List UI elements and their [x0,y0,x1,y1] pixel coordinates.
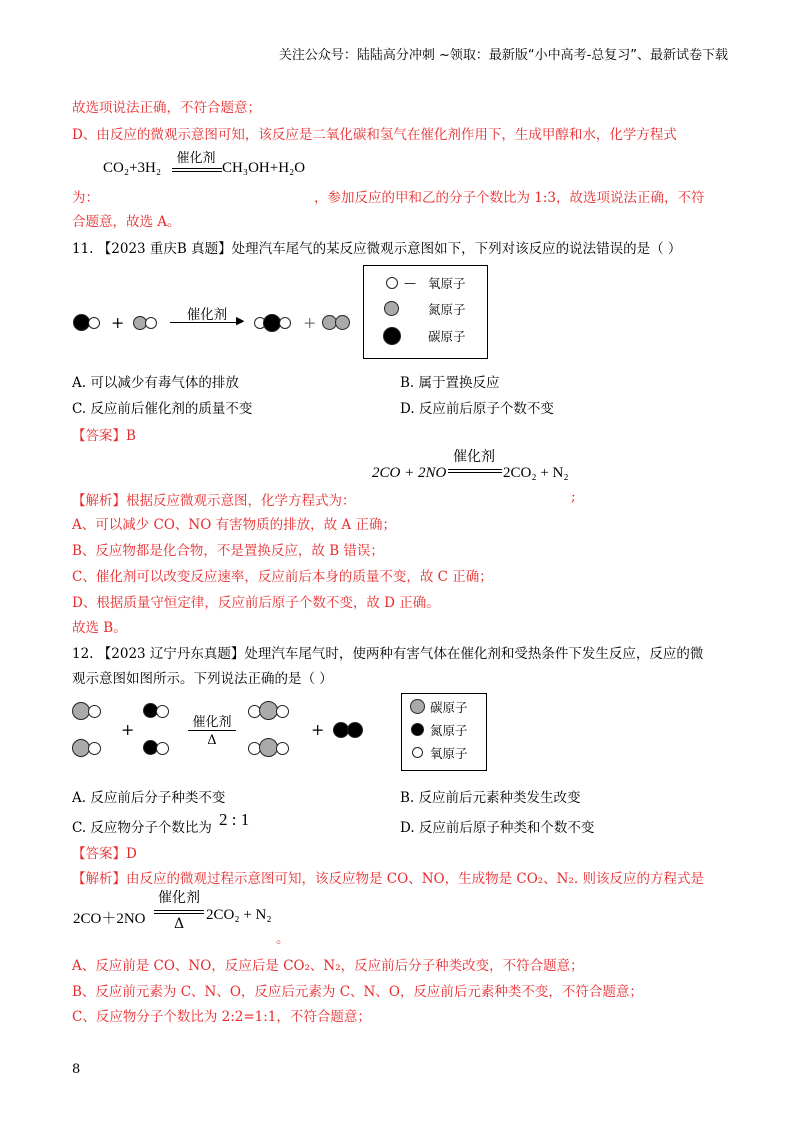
answer: 【答案】D [72,846,137,862]
legend-label: 氮原子 [428,302,466,317]
text-line: D、由反应的微观示意图可知，该反应是二氧化碳和氢气在催化剂作用下，生成甲醇和水，化学方程式 [72,127,677,143]
equation-left: CO₂+3H₂ [103,160,162,176]
text-line: 故选项说法正确，不符合题意； [72,100,261,116]
equals-sign [448,469,502,473]
option-d: D. 反应前后原子种类和个数不变 [400,820,595,836]
oxygen-atom [279,317,291,329]
analysis: 【解析】根据反应微观示意图，化学方程式为： [72,493,356,509]
option-d: D. 反应前后原子个数不变 [400,401,554,417]
analysis-line: A、反应前是 CO、NO，反应后是 CO₂、N₂，反应前后分子种类改变，不符合题意； [72,958,584,974]
equation-right: CH₃OH+H₂O [222,160,306,176]
legend-dash: — [404,276,416,290]
legend-label: 碳原子 [428,329,466,344]
oxygen-atom [88,705,101,718]
plus-sign: + [303,313,317,332]
equation-left: 2CO + 2NO [372,465,447,481]
equation-condition-bottom: Δ [173,916,185,932]
page-header: 关注公众号：陆陆高分冲刺 ~领取：最新版“小中高考-总复习”、最新试卷下载 [278,48,728,63]
arrow-label: 催化剂 [186,307,228,323]
carbon-legend-icon [410,699,425,714]
equation-right: 2CO₂ + N₂ [206,907,272,923]
equation-condition-top: 催化剂 [158,890,200,906]
nitrogen-atom [335,315,350,330]
oxygen-legend-icon [386,277,398,289]
legend-label: 氧原子 [428,276,466,291]
answer: 【答案】B [72,428,136,444]
legend-label: 氧原子 [430,746,468,761]
plus-sign: + [311,720,325,739]
condition-line [188,730,236,731]
analysis-line: A、可以减少 CO、NO 有害物质的排放，故 A 正确； [72,517,396,533]
analysis-line: C、催化剂可以改变反应速率，反应前后本身的质量不变，故 C 正确； [72,569,493,585]
equation-condition: 催化剂 [176,151,216,166]
arrow-head-icon: ▶ [236,314,245,327]
equals-sign [172,168,222,172]
carbon-legend-icon [383,327,401,345]
oxygen-atom [156,705,169,718]
condition-top: 催化剂 [192,715,232,730]
question-12-stem: 观示意图如图所示。下列说法正确的是（ ） [72,671,333,687]
plus-sign: + [121,720,135,739]
semicolon: ; [571,489,576,505]
analysis-line: 故选 B。 [72,620,127,636]
ratio-value: 2 : 1 [219,810,250,829]
option-a: A. 可以减少有毒气体的排放 [72,375,239,391]
equation-left: 2CO＋2NO [73,911,146,927]
nitrogen-legend-icon [384,301,399,316]
legend-label: 氮原子 [430,723,468,738]
oxygen-atom [88,742,101,755]
analysis-line: B、反应前元素为 C、N、O，反应后元素为 C、N、O，反应前后元素种类不变，不符合题意； [72,984,643,1000]
nitrogen-legend-icon [411,723,424,736]
nitrogen-atom [347,722,363,738]
oxygen-atom [276,742,289,755]
option-a: A. 反应前后分子种类不变 [72,790,226,806]
equals-sign [154,910,204,914]
equation-right: 2CO₂ + N₂ [503,465,569,481]
oxygen-atom [156,742,169,755]
option-c: C. 反应前后催化剂的质量不变 [72,401,253,417]
equation-condition: 催化剂 [453,449,495,465]
question-12-stem: 12. 【2023 辽宁丹东真题】处理汽车尾气时，使两种有害气体在催化剂和受热条件下发生反应，反应的微 [72,646,704,662]
oxygen-atom [145,317,157,329]
analysis: 【解析】由反应的微观过程示意图可知，该反应物是 CO、NO，生成物是 CO₂、N₂. 则该反应的方程式是 [72,871,704,887]
option-b: B. 属于置换反应 [400,375,500,391]
plus-sign: + [111,313,125,332]
q12-legend [401,693,487,771]
text-line: 为： [72,190,99,206]
analysis-line: B、反应物都是化合物，不是置换反应，故 B 错误； [72,543,384,559]
question-11-stem: 11. 【2023 重庆B 真题】处理汽车尾气的某反应微观示意图如下，下列对该反应的说法错误的是（ ） [72,241,682,257]
oxygen-atom [88,317,100,329]
condition-bottom: Δ [207,733,217,748]
reaction-arrow [170,322,242,323]
oxygen-atom [276,705,289,718]
option-c: C. 反应物分子个数比为 [72,820,212,836]
page-number: 8 [72,1062,81,1077]
analysis-line: C、反应物分子个数比为 2:2=1:1，不符合题意； [72,1009,371,1025]
equation-end: 。 [276,931,290,947]
analysis-line: D、根据质量守恒定律，反应前后原子个数不变，故 D 正确。 [72,595,440,611]
q11-legend [363,265,488,359]
text-line: 合题意，故选 A。 [72,214,181,230]
option-b: B. 反应前后元素种类发生改变 [400,790,581,806]
text-line: ，参加反应的甲和乙的分子个数比为 1:3，故选项说法正确，不符 [314,190,705,206]
legend-label: 碳原子 [430,700,468,715]
oxygen-legend-icon [412,747,423,758]
